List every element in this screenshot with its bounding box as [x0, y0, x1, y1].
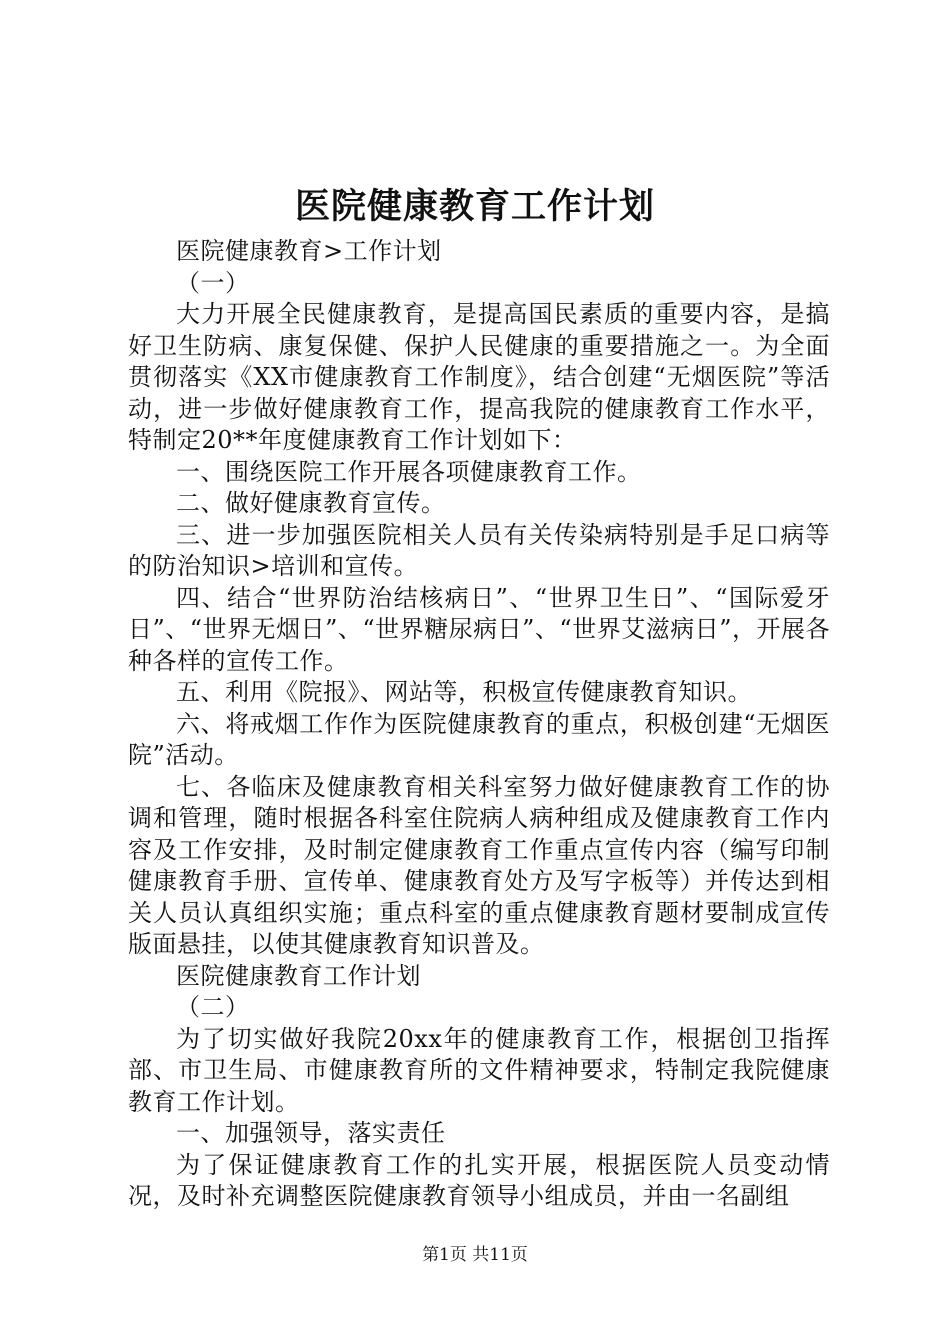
paragraph-section-marker-2: （二） [176, 993, 250, 1021]
paragraph-heading-leadership: 一、加强领导，落实责任 [176, 1119, 446, 1147]
paragraph-item-3: 三、进一步加强医院相关人员有关传染病特别是手足口病等的防治知识>培训和宣传。 [128, 520, 830, 580]
paragraph-item-5: 五、利用《院报》、网站等，积极宣传健康教育知识。 [176, 678, 752, 706]
paragraph-item-2: 二、做好健康教育宣传。 [176, 489, 446, 517]
paragraph-item-4: 四、结合“世界防治结核病日”、“世界卫生日”、“国际爱牙日”、“世界无烟日”、“世界糖尿病日”、“世界艾滋病日”，开展各种各样的宣传工作。 [128, 583, 830, 675]
paragraph-leadership-body: 为了保证健康教育工作的扎实开展，根据医院人员变动情况，及时补充调整医院健康教育领导小组成员，并由一名副组 [128, 1150, 830, 1210]
paragraph-item-1: 一、围绕医院工作开展各项健康教育工作。 [176, 457, 642, 486]
paragraph-item-6: 六、将戒烟工作作为医院健康教育的重点，积极创建“无烟医院”活动。 [128, 709, 830, 769]
paragraph-item-7: 七、各临床及健康教育相关科室努力做好健康教育工作的协调和管理，随时根据各科室住院病人病种组成及健康教育工作内容及工作安排，及时制定健康教育工作重点宣传内容（编写印制健康教育手册、宣传单、健康教育处方及写字板等）并传达到相关人员认真组织实施；重点科室的重点健康教育题材要制成宣传版面悬挂，以使其健康教育知识普及。 [128, 772, 830, 958]
document-body [128, 236, 830, 1213]
paragraph-subtitle-2: 医院健康教育工作计划 [176, 961, 421, 990]
paragraph-intro-1: 大力开展全民健康教育，是提高国民素质的重要内容，是搞好卫生防病、康复保健、保护人民健康的重要措施之一。为全面贯彻落实《XX市健康教育工作制度》，结合创建“无烟医院”等活动，进一步做好健康教育工作，提高我院的健康教育工作水平，特制定20**年度健康教育工作计划如下： [128, 300, 830, 454]
page-number: 第1页 共11页 [422, 1245, 528, 1265]
document-title: 医院健康教育工作计划 [294, 186, 655, 227]
paragraph-section-marker-1: （一） [176, 268, 250, 297]
paragraph-intro-2: 为了切实做好我院20xx年的健康教育工作，根据创卫指挥部、市卫生局、市健康教育所的文件精神要求，特制定我院健康教育工作计划。 [128, 1024, 830, 1116]
paragraph-subtitle-1: 医院健康教育>工作计划 [176, 237, 442, 265]
